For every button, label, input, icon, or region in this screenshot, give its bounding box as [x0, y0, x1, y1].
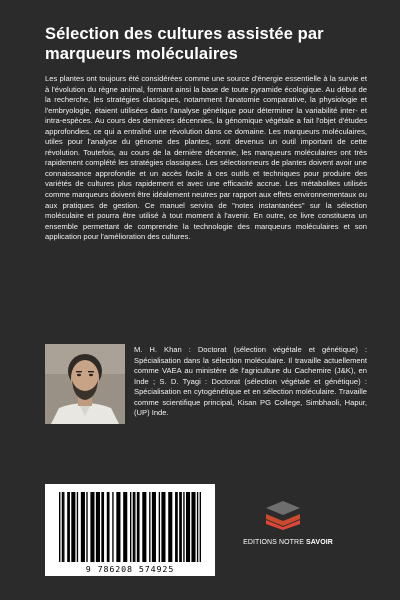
barcode-bar — [81, 492, 85, 562]
barcode-bar — [161, 492, 165, 562]
barcode-bar — [130, 492, 131, 562]
barcode-bars — [45, 484, 215, 564]
barcode-bar — [197, 492, 198, 562]
author-photo — [45, 344, 125, 424]
barcode-bar — [90, 492, 94, 562]
publisher-emphasis: SAVOIR — [306, 539, 333, 546]
book-title: Sélection des cultures assistée par marqueurs moléculaires — [45, 25, 324, 63]
barcode-bar — [200, 492, 201, 562]
barcode-bar — [107, 492, 110, 562]
barcode-bar — [62, 492, 63, 562]
barcode-bar — [191, 492, 195, 562]
barcode-bar — [116, 492, 120, 562]
barcode-bar — [179, 492, 182, 562]
barcode-bar — [123, 492, 127, 562]
publisher-logo — [262, 500, 304, 530]
barcode-bar — [159, 492, 160, 562]
barcode-bar — [112, 492, 113, 562]
barcode-bar — [142, 492, 146, 562]
isbn-number: 9 786208 574925 — [85, 564, 175, 574]
barcode-bar — [168, 492, 172, 562]
barcode-bar — [175, 492, 178, 562]
barcode-bar — [96, 492, 100, 562]
barcode-bar — [63, 492, 64, 562]
barcode-bar — [186, 492, 190, 562]
barcode-bar — [149, 492, 150, 562]
barcode-bar — [71, 492, 75, 562]
barcode-bar — [183, 492, 184, 562]
barcode-bar — [59, 492, 60, 562]
publisher-name — [232, 539, 344, 546]
barcode-bar — [133, 492, 134, 562]
isbn-barcode — [45, 484, 215, 576]
barcode-bar — [101, 492, 104, 562]
barcode-bar — [152, 492, 156, 562]
barcode-bar — [67, 492, 70, 562]
barcode-bar — [77, 492, 78, 562]
barcode-bar — [86, 492, 87, 562]
book-description: Les plantes ont toujours été considérées comme une source d'énergie essentielle à la survie et à l'évolution du règne animal, formant ainsi la base de toute pyramide écologique. Au début de la recherche, les stratégies classiques, notamment l'anatomie comparative, la physiologie et l'embryologie, étaient utilisées dans l'analyse génétique pour déterminer la variabilité inter- et intra-espèces. Au cours des dernières décennies, la génomique végétale a fait l'objet d'études approfondies, ce qui a entraîné une révolution dans ce domaine. Les marqueurs moléculaires, utiles pour l'analyse du génome des plantes, sont devenus un outil important de cette révolution. Toutefois, au cours de la dernière décennie, les marqueurs moléculaires ont très rapidement complété les stratégies classiques. Les sélectionneurs de plantes doivent avoir une connaissance approfondie et un accès facile à ces outils et techniques pour produire des variétés de cultures plus rapidement et avec une efficacité accrue. Les métabolites utilisés comme marqueurs doivent être idéalement neutres par rapport aux effets environnementaux ou aux pratiques de gestion. Ce manuel servira de "notes instantanées" sur la sélection moléculaire et pourra être utilisé à tout moment à l'avenir. En outre, ce livre constituera un ensemble permettant de comprendre la technologie des marqueurs moléculaires et son application pour l'amélioration des cultures. — [45, 74, 367, 242]
author-biography: M. H. Khan : Doctorat (sélection végétale et génétique) : Spécialisation dans la sélection moléculaire. Il travaille actuellement comme VAEA au ministère de l'agriculture du Cachemire (J&K), en Inde ; S. D. Tyagi : Doctorat (sélection végétale et génétique) : Spécialisation en cytogénétique et en sélection moléculaire. Travaille comme scientifique principal, Kisan PG College, Simbhaoli, Hapur, (UP) Inde. — [134, 345, 367, 418]
publisher-prefix: EDITIONS NOTRE — [243, 539, 307, 546]
barcode-bar — [134, 492, 135, 562]
barcode-bar — [137, 492, 140, 562]
